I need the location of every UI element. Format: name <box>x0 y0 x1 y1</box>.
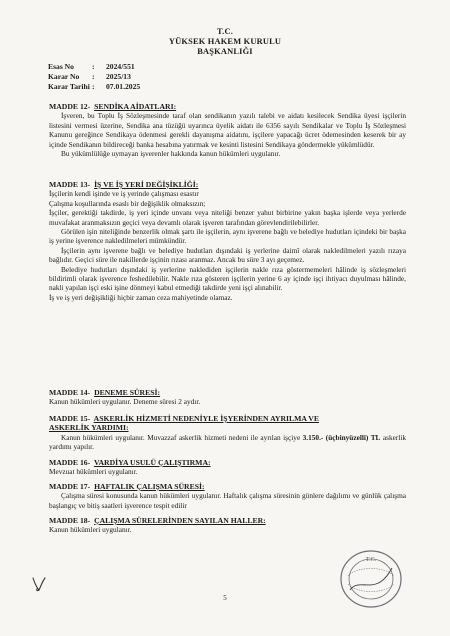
article-16-number: MADDE 16- <box>49 458 91 467</box>
meta-sep: : <box>92 62 95 71</box>
article-18-title: ÇALIŞMA SÜRELERİNDEN SAYILAN HALLER: <box>94 516 266 525</box>
meta-sep: : <box>92 72 95 81</box>
article-17-title: HAFTALIK ÇALIŞMA SÜRESİ: <box>94 482 205 491</box>
article-18 <box>49 516 406 535</box>
article-15-title: ASKERLİK HİZMETİ NEDENİYLE İŞYERİNDEN AYRILMA VE <box>93 414 319 423</box>
article-13-paragraph: Belediye hudutları dışındaki iş yerlerine naklediden işçilerin nakle rıza göstermemeleri hâlinde iş sözleşmeleri bildirimli olarak işverence feshedilebilir. Nakle rıza gösteren işçilerin yerine 6 ay içinde işçi ihtiyacı duyulması hâlinde, nakli yapılan işçi eski işine dönmeyi kabul etmediği takdirde yeni işçi alınabilir. <box>49 264 406 293</box>
article-13-heading <box>49 180 406 189</box>
article-14 <box>49 388 406 407</box>
article-13-number: MADDE 13- <box>49 180 91 189</box>
meta-key: Karar No <box>48 72 80 81</box>
article-13-paragraph: Çalışma koşullarında esaslı bir değişiklik olmaksızın; <box>49 198 206 208</box>
page-number: 5 <box>223 594 227 602</box>
article-18-paragraph: Kanun hükümleri uygulanır. <box>49 525 132 535</box>
header-presidency: BAŞKANLIĞI <box>197 47 253 56</box>
meta-value: 07.01.2025 <box>106 82 141 91</box>
article-17-number: MADDE 17- <box>49 482 91 491</box>
article-12-heading <box>49 102 406 111</box>
meta-value: 2025/13 <box>106 72 131 81</box>
article-12 <box>49 102 406 158</box>
article-12-paragraph: İşveren, bu Toplu İş Sözleşmesinde taraf olan sendikanın yazılı talebi ve aidatı kesilecek Sendika üyesi işçilerin listesini vermesi üzerine, Sendika ana tüzüğü uyarınca üyelik aidatı ile 6356 sayılı Sendikalar ve Toplu İş Sözleşmesi Kanunu gereğince Sendikaya ödenmesi gerekli dayanışma aidatını, işçilere yapacağı ücret ödemesinden keserek bir ay içinde Sendikanın bildireceği banka hesabına yatırmak ve kesinti listesini Sendikaya göndermekle yükümlüdür. <box>49 111 406 149</box>
official-stamp-icon <box>336 546 406 612</box>
article-15-number: MADDE 15- <box>49 414 91 423</box>
handwritten-initial-icon <box>30 576 48 592</box>
meta-value: 2024/551 <box>106 62 135 71</box>
article-16-heading <box>49 458 406 467</box>
article-18-heading <box>49 516 406 525</box>
article-16 <box>49 458 406 477</box>
article-13-title: İŞ VE İŞ YERİ DEĞİŞİKLİĞİ: <box>94 180 199 189</box>
meta-esas-no <box>48 62 135 71</box>
meta-karar-no <box>48 72 131 81</box>
article-12-title: SENDİKA AİDATLARI: <box>94 102 177 111</box>
article-13-paragraph: İşçilerin kendi işinde ve iş yerinde çalışması esastır <box>49 189 199 199</box>
meta-karar-tarihi <box>48 82 140 91</box>
article-12-number: MADDE 12- <box>49 102 91 111</box>
article-15-paragraph <box>49 433 406 452</box>
article-13 <box>49 180 406 302</box>
article-13-paragraph: İşçiler, gerektiği takdirde, iş yeri içinde unvanı veya niteliği benzer yahut birbirine yakın başka işlerde veya yerlerde muvafakat aranmaksızın geçici veya devamlı olarak işveren tarafından görevlendirilebilirler. <box>49 208 406 227</box>
article-15-title-cont: ASKERLİK YARDIMI: <box>49 423 129 433</box>
article-12-paragraph: Bu yükümlülüğe uymayan işverenler hakkında kanun hükümleri uygulanır. <box>61 149 281 159</box>
article-18-number: MADDE 18- <box>49 516 91 525</box>
svg-text:T.C.: T.C. <box>365 557 377 563</box>
article-15-amount: 3.150.- (üçbinyüzelli) TL <box>302 432 381 442</box>
article-16-title: VARDİYA USULÜ ÇALIŞTIRMA: <box>93 458 211 467</box>
article-13-paragraph: Görülen işin niteliğinde benzerlik olmak şartı ile işçilerin, aynı işverene bağlı ve belediye hudutları içindeki bir başka iş yerine işverence nakledilmeleri mümkündür. <box>49 227 406 246</box>
article-14-number: MADDE 14- <box>49 388 91 397</box>
meta-key: Esas No <box>48 62 74 71</box>
article-15-text-end: askerlik yardımı yapılır. <box>49 432 406 452</box>
article-13-paragraph: İş ve iş yeri değişikliği hiçbir zaman ceza mahiyetinde olamaz. <box>49 292 233 302</box>
header-authority: YÜKSEK HAKEM KURULU <box>168 37 282 46</box>
article-17-heading <box>49 482 406 491</box>
article-17-paragraph: Çalışma süresi konusunda kanun hükümleri uygulanır. Haftalık çalışma süresinin günlere dağılımı ve günlük çalışma başlangıç ve bitiş saatleri işverence tespit edilir <box>49 491 406 510</box>
article-15-text: Kanun hükümleri uygulanır. Muvazzaf askerlik hizmeti nedeni ile ayrılan işçiye <box>61 432 303 442</box>
article-14-paragraph: Kanun hükümleri uygulanır. Deneme süresi 2 aydır. <box>49 397 201 407</box>
meta-key: Karar Tarihi <box>48 82 90 91</box>
article-16-paragraph: Mevzuat hükümleri uygulanır. <box>49 467 138 477</box>
article-15-heading <box>49 414 406 433</box>
meta-sep: : <box>92 82 95 91</box>
header-tc: T.C. <box>217 27 233 36</box>
article-14-title: DENEME SÜRESİ: <box>94 388 161 397</box>
article-14-heading <box>49 388 406 397</box>
article-15 <box>49 414 406 452</box>
article-13-paragraph: İşçilerin aynı işverene bağlı ve belediye hudutları dışındaki iş yerlerine daimî olarak nakledilmeleri yazılı rızaya bağlıdır. Geçici süre ile nakillerde işçinin rızası aranmaz. Ancak bu süre 3 ayı geçemez. <box>49 245 406 265</box>
article-17 <box>49 482 406 510</box>
